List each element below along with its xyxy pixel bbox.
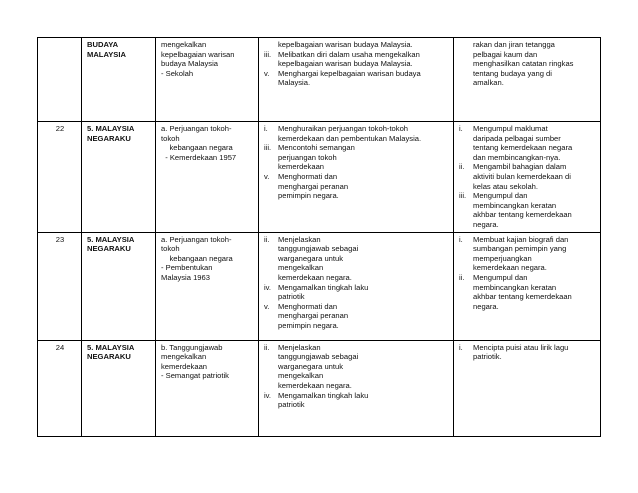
list-item — [459, 162, 596, 191]
item-text: rakan dan jiran tetangga pelbagai kaum dan menghasilkan catatan ringkas tentang budaya yang di amalkan. — [473, 40, 574, 88]
roman-numeral: i. — [459, 124, 463, 133]
topic-text: mengekalkan kepelbagaian warisan budaya Malaysia - Sekolah — [161, 40, 235, 78]
item-text: Menghormati dan menghargai peranan pemimpin negara. — [278, 171, 349, 201]
roman-numeral: iii. — [459, 191, 467, 201]
week-cell — [38, 232, 82, 340]
topic-cell — [156, 232, 259, 340]
roman-numeral: iii. — [264, 49, 272, 59]
learning-standard-list — [264, 235, 449, 331]
learning-standard-cell — [259, 232, 454, 340]
list-item — [264, 40, 449, 50]
topic-text: a. Perjuangan tokoh- tokoh kebangaan negara - Pembentukan Malaysia 1963 — [161, 234, 233, 282]
item-text: kepelbagaian warisan budaya Malaysia. — [278, 40, 413, 49]
roman-numeral: v. — [264, 301, 270, 311]
topic-cell — [156, 38, 259, 122]
curriculum-table — [37, 37, 601, 437]
week-number: 23 — [55, 234, 65, 244]
curriculum-table-body — [38, 38, 601, 437]
learning-standard-cell — [259, 38, 454, 122]
roman-numeral: ii. — [264, 234, 270, 244]
item-text: Mengamalkan tingkah laku patriotik — [278, 390, 369, 410]
list-item — [459, 273, 596, 311]
learning-standard-cell — [259, 340, 454, 436]
roman-numeral: ii. — [459, 162, 465, 172]
theme-cell — [82, 232, 156, 340]
learning-standard-list — [264, 40, 449, 88]
theme-label: 5. MALAYSIA NEGARAKU — [87, 124, 135, 143]
list-item — [264, 302, 449, 331]
list-item — [264, 124, 449, 143]
list-item — [459, 191, 596, 229]
topic-cell — [156, 122, 259, 233]
suggested-activity-cell — [454, 122, 601, 233]
week-cell — [38, 122, 82, 233]
list-item — [264, 172, 449, 201]
list-item — [264, 143, 449, 172]
suggested-activity-cell — [454, 38, 601, 122]
roman-numeral: v. — [264, 171, 270, 181]
list-item — [264, 391, 449, 410]
roman-numeral: iii. — [264, 143, 272, 153]
item-text: Mengamalkan tingkah laku patriotik — [278, 282, 369, 302]
week-cell — [38, 340, 82, 436]
table-row — [38, 340, 601, 436]
week-number: 22 — [55, 124, 65, 133]
roman-numeral: iv. — [264, 390, 272, 400]
list-item — [264, 69, 449, 88]
roman-numeral: i. — [264, 124, 268, 133]
item-text: Mencontohi semangan perjuangan tokoh kemerdekaan — [278, 143, 355, 172]
item-text: Mencipta puisi atau lirik lagu patriotik. — [473, 342, 569, 362]
roman-numeral: ii. — [459, 272, 465, 282]
list-item — [459, 343, 596, 362]
item-text: Mengumpul dan membincangkan keratan akhbar tentang kemerdekaan negara. — [473, 272, 572, 311]
list-item — [264, 235, 449, 283]
item-text: Mengambil bahagian dalam aktiviti bulan kemerdekaan di kelas atau sekolah. — [473, 162, 571, 191]
theme-label: 5. MALAYSIA NEGARAKU — [87, 234, 135, 254]
table-row — [38, 38, 601, 122]
list-item — [264, 343, 449, 391]
table-row — [38, 122, 601, 233]
week-cell — [38, 38, 82, 122]
table-row — [38, 232, 601, 340]
list-item — [264, 283, 449, 302]
item-text: Membuat kajian biografi dan sumbangan pemimpin yang memperjuangkan kemerdekaan negara. — [473, 234, 569, 273]
theme-cell — [82, 340, 156, 436]
theme-cell — [82, 38, 156, 122]
item-text: Melibatkan diri dalam usaha mengekalkan kepelbagaian warisan budaya Malaysia. — [278, 49, 420, 69]
roman-numeral: i. — [459, 342, 463, 352]
item-text: Menghargai kepelbagaian warisan budaya Malaysia. — [278, 68, 421, 88]
theme-cell — [82, 122, 156, 233]
item-text: Menjelaskan tanggungjawab sebagai warganegara untuk mengekalkan kemerdekaan negara. — [278, 234, 359, 282]
item-text: Menghuraikan perjuangan tokoh-tokoh kemerdekaan dan pembentukan Malaysia. — [278, 124, 422, 143]
theme-label: 5. MALAYSIA NEGARAKU — [87, 342, 135, 362]
roman-numeral: ii. — [264, 342, 270, 352]
activity-list — [459, 40, 596, 88]
item-text: Menjelaskan tanggungjawab sebagai warganegara untuk mengekalkan kemerdekaan negara. — [278, 342, 359, 390]
topic-cell — [156, 340, 259, 436]
activity-list — [459, 343, 596, 362]
learning-standard-cell — [259, 122, 454, 233]
item-text: Mengumpul dan membincangkan keratan akhbar tentang kemerdekaan negara. — [473, 191, 572, 229]
learning-standard-list — [264, 124, 449, 201]
activity-list — [459, 124, 596, 230]
roman-numeral: iv. — [264, 282, 272, 292]
suggested-activity-cell — [454, 340, 601, 436]
topic-text: b. Tanggungjawab mengekalkan kemerdekaan - Semangat patriotik — [161, 342, 229, 381]
item-text: Mengumpul maklumat daripada pelbagai sumber tentang kemerdekaan negara dan membincangkan-nya. — [473, 124, 573, 162]
week-number: 24 — [55, 342, 65, 352]
list-item — [459, 40, 596, 88]
topic-text: a. Perjuangan tokoh- tokoh kebangaan negara - Kemerdekaan 1957 — [161, 124, 237, 162]
suggested-activity-cell — [454, 232, 601, 340]
learning-standard-list — [264, 343, 449, 410]
list-item — [459, 124, 596, 162]
roman-numeral: i. — [459, 234, 463, 244]
theme-label: BUDAYA MALAYSIA — [87, 40, 126, 59]
activity-list — [459, 235, 596, 312]
roman-numeral: v. — [264, 68, 270, 78]
list-item — [264, 50, 449, 69]
item-text: Menghormati dan menghargai peranan pemimpin negara. — [278, 301, 349, 330]
list-item — [459, 235, 596, 273]
